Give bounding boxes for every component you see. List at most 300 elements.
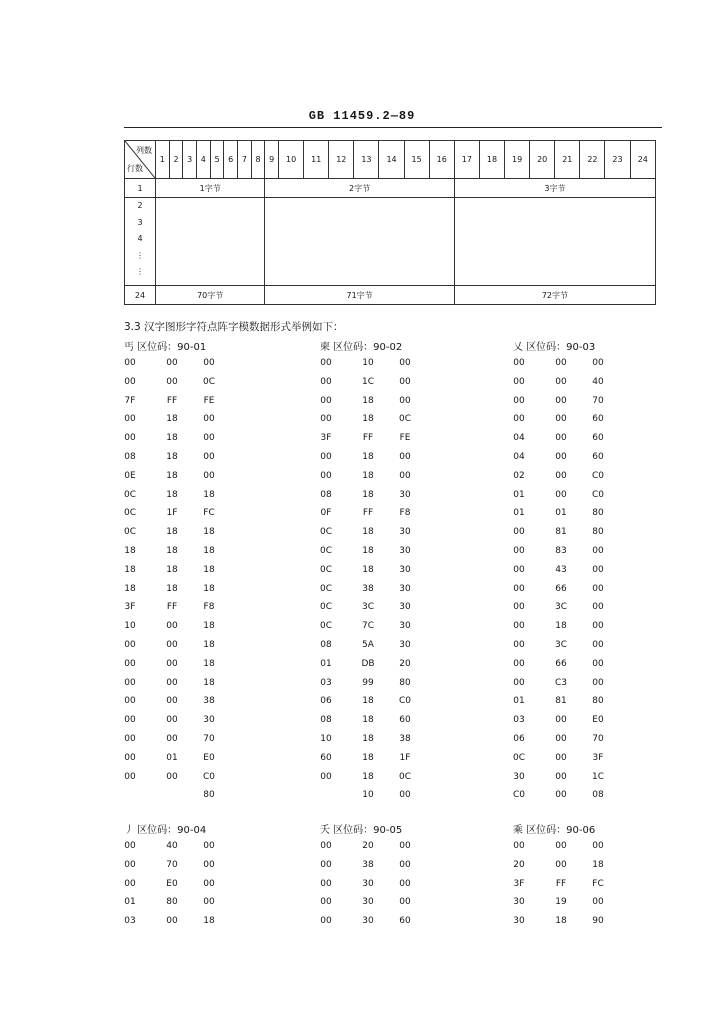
hex-value: 18 [166, 527, 178, 538]
column-number: 3 [183, 141, 197, 179]
hex-value: 00 [203, 841, 215, 851]
hex-value: 00 [555, 790, 567, 801]
hex-value: 00 [320, 395, 332, 406]
hex-value: 00 [166, 696, 178, 707]
dot-matrix-layout-table [124, 140, 656, 305]
hex-value: 00 [166, 771, 178, 782]
column-number: 19 [505, 141, 530, 179]
hex-value: 02 [513, 470, 525, 481]
hex-value: 3C [554, 602, 567, 613]
hex-value: 00 [124, 752, 136, 763]
hex-value: 18 [362, 564, 374, 575]
hex-value: 00 [592, 841, 604, 851]
byte-cell: 1字节 [156, 179, 265, 198]
hex-value: 00 [555, 376, 567, 387]
hex-value: 00 [513, 376, 525, 387]
hex-value: 00 [513, 602, 525, 613]
hex-value: 04 [513, 451, 525, 462]
hex-value: 00 [399, 470, 411, 481]
hex-value: 30 [399, 545, 411, 556]
hex-value: 00 [124, 715, 136, 726]
hex-value: 18 [362, 470, 374, 481]
hex-value: 00 [592, 677, 604, 688]
hex-value: 30 [399, 621, 411, 632]
hex-value: 90 [592, 916, 604, 927]
hex-value: FF [166, 602, 178, 613]
hex-value: 18 [362, 414, 374, 425]
hex-value: 30 [203, 715, 215, 726]
hex-value: 18 [124, 564, 136, 575]
hex-value: 1F [399, 752, 411, 763]
hex-value: 00 [555, 715, 567, 726]
hex-value: 00 [166, 376, 178, 387]
hex-value: 60 [592, 414, 604, 425]
hex-value: 30 [513, 916, 525, 927]
hex-value: 00 [555, 771, 567, 782]
hex-value: 18 [203, 621, 215, 632]
hex-value: F8 [203, 602, 215, 613]
hex-value: 66 [555, 583, 567, 594]
hex-value: 00 [555, 752, 567, 763]
hex-value: 08 [592, 790, 604, 801]
hex-value: 08 [320, 715, 332, 726]
hex-value: 03 [513, 715, 525, 726]
hex-value: 04 [513, 433, 525, 444]
hex-value: 00 [592, 602, 604, 613]
block-code: 区位码：90-01 [137, 342, 207, 353]
hex-value: F8 [399, 508, 411, 519]
column-number: 6 [224, 141, 238, 179]
hex-value: 30 [399, 602, 411, 613]
hex-value: 00 [513, 677, 525, 688]
hex-value: C0 [591, 470, 604, 481]
hex-value: 00 [320, 414, 332, 425]
hex-value: 60 [399, 715, 411, 726]
hex-value: 00 [166, 658, 178, 669]
hex-value: 66 [555, 658, 567, 669]
hex-value: 80 [592, 527, 604, 538]
hex-value: 99 [362, 677, 374, 688]
hex-value: 00 [124, 658, 136, 669]
hex-value: 0C [398, 771, 411, 782]
hex-value: FF [362, 433, 374, 444]
block-char: 乘 [513, 825, 523, 836]
hex-value: 00 [124, 841, 136, 851]
hex-value: 30 [399, 489, 411, 500]
row-label: ⋮ [136, 250, 144, 260]
hex-value: 00 [555, 859, 567, 870]
hex-value: 70 [592, 395, 604, 406]
hex-value: 83 [555, 545, 567, 556]
hex-value: 40 [166, 841, 178, 851]
hex-value: 00 [513, 639, 525, 650]
document-header: GB 11459.2—89 [308, 109, 416, 123]
hex-value: 06 [513, 733, 525, 744]
hex-value: 00 [203, 433, 215, 444]
hex-value: 30 [399, 527, 411, 538]
hex-value: 0C [319, 527, 332, 538]
row-count-label: 行数 [127, 164, 143, 173]
hex-value: 1C [361, 376, 374, 387]
hex-value: 18 [166, 564, 178, 575]
hex-value: 08 [124, 451, 136, 462]
column-number: 8 [251, 141, 265, 179]
hex-value: 0F [320, 508, 332, 519]
column-number: 14 [379, 141, 404, 179]
hex-value: 00 [320, 470, 332, 481]
hex-value: C0 [512, 790, 525, 801]
hex-column [504, 354, 534, 805]
hex-value: 30 [513, 771, 525, 782]
block-code: 区位码：90-04 [137, 825, 207, 836]
hex-value: 18 [203, 489, 215, 500]
block-code: 区位码：90-05 [333, 825, 403, 836]
hex-value: 00 [320, 771, 332, 782]
column-number: 17 [454, 141, 479, 179]
hex-value: 01 [320, 658, 332, 669]
hex-value: 18 [362, 733, 374, 744]
hex-value: 00 [513, 841, 525, 851]
byte-area [454, 198, 655, 286]
hex-value: 00 [592, 583, 604, 594]
hex-value: 00 [513, 527, 525, 538]
hex-value: 00 [399, 897, 411, 908]
hex-value: 00 [203, 358, 215, 368]
hex-column [115, 837, 145, 931]
hex-value: 70 [203, 733, 215, 744]
hex-value: 38 [203, 696, 215, 707]
hex-value: FC [592, 878, 604, 889]
hex-value: 00 [555, 395, 567, 406]
hex-value: 00 [124, 433, 136, 444]
hex-value: 60 [320, 752, 332, 763]
hex-value: 10 [124, 621, 136, 632]
hex-value: 18 [166, 583, 178, 594]
hex-value: 00 [592, 639, 604, 650]
hex-column [194, 354, 224, 805]
hex-value: 00 [124, 639, 136, 650]
hex-value: 20 [513, 859, 525, 870]
hex-value: 80 [592, 696, 604, 707]
hex-value: C3 [554, 677, 567, 688]
row-label: 4 [137, 234, 143, 243]
hex-value: C0 [398, 696, 411, 707]
hex-column [583, 837, 613, 931]
hex-value: 00 [513, 658, 525, 669]
hex-value: 20 [362, 841, 374, 851]
hex-value: 03 [124, 916, 136, 927]
column-number: 23 [605, 141, 630, 179]
hex-value: 30 [399, 639, 411, 650]
hex-value: 0C [319, 545, 332, 556]
hex-value: C0 [202, 771, 215, 782]
hex-value: 18 [362, 771, 374, 782]
hex-value: 00 [399, 358, 411, 368]
byte-cell: 3字节 [454, 179, 655, 198]
hex-value: 20 [399, 658, 411, 669]
hex-value: 00 [124, 414, 136, 425]
hex-value: 1C [591, 771, 604, 782]
hex-value: 00 [166, 715, 178, 726]
hex-value: 38 [362, 859, 374, 870]
column-number: 13 [354, 141, 379, 179]
hex-value: 80 [399, 677, 411, 688]
hex-value: 0C [123, 527, 136, 538]
column-number: 21 [555, 141, 580, 179]
hex-value: 60 [592, 451, 604, 462]
hex-value: C0 [591, 489, 604, 500]
byte-cell: 70字节 [156, 286, 265, 305]
hex-value: 00 [399, 790, 411, 801]
hex-value: 18 [362, 696, 374, 707]
column-number: 20 [530, 141, 555, 179]
hex-value: 08 [320, 489, 332, 500]
column-number: 12 [329, 141, 354, 179]
hex-value: 01 [124, 897, 136, 908]
block-code: 区位码：90-06 [526, 825, 596, 836]
column-number: 22 [580, 141, 605, 179]
hex-value: 00 [320, 859, 332, 870]
hex-value: 03 [320, 677, 332, 688]
hex-value: 18 [203, 564, 215, 575]
hex-value: 00 [203, 878, 215, 889]
hex-value: 00 [399, 841, 411, 851]
hex-column [157, 837, 187, 931]
hex-value: DB [361, 658, 375, 669]
hex-value: 00 [513, 621, 525, 632]
hex-column [311, 837, 341, 931]
hex-value: 30 [399, 583, 411, 594]
hex-value: 18 [166, 414, 178, 425]
hex-value: 01 [513, 696, 525, 707]
block-code: 区位码：90-02 [333, 342, 403, 353]
column-number: 18 [479, 141, 504, 179]
hex-value: 18 [362, 715, 374, 726]
hex-value: 18 [555, 621, 567, 632]
column-number: 10 [279, 141, 304, 179]
hex-value: 0C [319, 564, 332, 575]
hex-value: 00 [592, 358, 604, 368]
hex-value: 00 [555, 433, 567, 444]
hex-value: 00 [592, 564, 604, 575]
hex-column [115, 354, 145, 786]
column-number: 7 [238, 141, 252, 179]
hex-value: 00 [399, 451, 411, 462]
hex-value: 00 [555, 358, 567, 368]
hex-value: 00 [203, 414, 215, 425]
column-number: 1 [156, 141, 170, 179]
hex-value: 00 [203, 859, 215, 870]
hex-column [390, 354, 420, 805]
row-label: 24 [125, 286, 156, 305]
byte-cell: 71字节 [265, 286, 454, 305]
hex-value: 00 [203, 897, 215, 908]
hex-value: 7C [361, 621, 374, 632]
row-label: 2 [137, 201, 143, 210]
hex-column [546, 837, 576, 931]
hex-value: 00 [166, 358, 178, 368]
hex-value: 00 [513, 545, 525, 556]
hex-value: 00 [166, 639, 178, 650]
column-number: 11 [304, 141, 329, 179]
hex-value: 01 [513, 489, 525, 500]
hex-value: 00 [399, 376, 411, 387]
hex-value: 00 [124, 696, 136, 707]
corner-cell [125, 141, 156, 179]
section-heading: 3.3 汉字图形字符点阵字模数据形式举例如下： [124, 321, 344, 333]
hex-value: 18 [166, 545, 178, 556]
header-rule [124, 127, 662, 128]
hex-value: 0C [123, 508, 136, 519]
hex-value: 00 [320, 358, 332, 368]
hex-column [353, 354, 383, 805]
hex-value: 18 [203, 658, 215, 669]
hex-value: 60 [399, 916, 411, 927]
hex-value: 00 [320, 451, 332, 462]
hex-value: 18 [592, 859, 604, 870]
hex-value: 30 [362, 878, 374, 889]
hex-value: 18 [203, 639, 215, 650]
hex-value: 00 [555, 733, 567, 744]
hex-value: 18 [124, 545, 136, 556]
hex-value: 3C [361, 602, 374, 613]
hex-column [583, 354, 613, 805]
hex-value: 00 [399, 395, 411, 406]
hex-value: 00 [320, 897, 332, 908]
hex-value: 00 [513, 583, 525, 594]
hex-value: 00 [320, 841, 332, 851]
column-number: 2 [169, 141, 183, 179]
hex-value: 00 [320, 878, 332, 889]
hex-value: 18 [362, 489, 374, 500]
hex-value: 00 [166, 677, 178, 688]
hex-value: 30 [399, 564, 411, 575]
hex-value: 00 [124, 859, 136, 870]
hex-value: FE [399, 433, 411, 444]
hex-value: E0 [592, 715, 604, 726]
hex-value: 00 [124, 376, 136, 387]
hex-value: 0C [319, 602, 332, 613]
hex-value: 70 [592, 733, 604, 744]
hex-value: 0C [398, 414, 411, 425]
hex-column [194, 837, 224, 931]
hex-value: 18 [555, 916, 567, 927]
hex-value: 00 [592, 545, 604, 556]
row-label: ⋮ [136, 267, 144, 276]
hex-value: 00 [320, 916, 332, 927]
hex-value: 00 [592, 621, 604, 632]
hex-value: 3C [554, 639, 567, 650]
hex-value: 08 [320, 639, 332, 650]
block-code: 区位码：90-03 [526, 342, 596, 353]
column-number: 15 [404, 141, 429, 179]
hex-value: 38 [399, 733, 411, 744]
hex-value: 00 [166, 733, 178, 744]
hex-value: 00 [124, 677, 136, 688]
hex-value: FE [203, 395, 215, 406]
column-number: 24 [630, 141, 655, 179]
hex-value: 18 [362, 451, 374, 462]
byte-area [265, 198, 454, 286]
row-label: 1 [125, 179, 156, 198]
column-number: 4 [197, 141, 211, 179]
hex-value: 18 [203, 545, 215, 556]
hex-value: 18 [203, 677, 215, 688]
hex-value: 3F [320, 433, 332, 444]
column-number: 16 [429, 141, 454, 179]
hex-value: 00 [555, 414, 567, 425]
hex-value: 10 [320, 733, 332, 744]
column-number: 9 [265, 141, 279, 179]
hex-value: 18 [362, 527, 374, 538]
hex-value: 00 [399, 878, 411, 889]
hex-value: 01 [513, 508, 525, 519]
byte-area [156, 198, 265, 286]
hex-value: 00 [203, 451, 215, 462]
hex-value: 0C [202, 376, 215, 387]
hex-value: 18 [203, 916, 215, 927]
hex-value: 80 [592, 508, 604, 519]
hex-value: 00 [555, 489, 567, 500]
hex-value: 38 [362, 583, 374, 594]
hex-value: 00 [320, 376, 332, 387]
block-char: 丿 [124, 825, 134, 836]
hex-value: 43 [555, 564, 567, 575]
hex-value: 00 [203, 470, 215, 481]
hex-value: E0 [166, 878, 178, 889]
column-count-label: 列数 [136, 146, 152, 155]
byte-cell: 72字节 [454, 286, 655, 305]
hex-column [390, 837, 420, 931]
hex-value: 00 [555, 451, 567, 462]
hex-value: 00 [166, 621, 178, 632]
hex-value: FF [166, 395, 178, 406]
hex-value: 10 [362, 358, 374, 368]
hex-value: 30 [362, 916, 374, 927]
hex-value: 00 [124, 771, 136, 782]
hex-value: 30 [362, 897, 374, 908]
hex-value: 00 [399, 859, 411, 870]
hex-value: 18 [362, 752, 374, 763]
hex-value: 0C [319, 583, 332, 594]
hex-value: 00 [592, 658, 604, 669]
hex-value: 00 [124, 358, 136, 368]
hex-value: FF [555, 878, 567, 889]
block-char: 丐 [124, 342, 134, 353]
hex-value: 18 [362, 395, 374, 406]
hex-column [353, 837, 383, 931]
hex-value: 00 [166, 916, 178, 927]
hex-value: 00 [124, 733, 136, 744]
hex-value: 00 [513, 358, 525, 368]
hex-value: 00 [513, 395, 525, 406]
hex-value: 01 [555, 508, 567, 519]
hex-value: 3F [513, 878, 525, 889]
hex-value: 80 [166, 897, 178, 908]
hex-value: 00 [513, 414, 525, 425]
hex-value: 7F [124, 395, 136, 406]
row-labels [125, 198, 156, 286]
hex-value: 01 [166, 752, 178, 763]
hex-value: 18 [203, 527, 215, 538]
hex-value: 1F [166, 508, 178, 519]
hex-value: FC [203, 508, 215, 519]
block-char: 乂 [513, 342, 523, 353]
hex-value: 81 [555, 527, 567, 538]
hex-value: 3F [592, 752, 604, 763]
hex-value: 0E [124, 470, 136, 481]
hex-value: 0C [512, 752, 525, 763]
